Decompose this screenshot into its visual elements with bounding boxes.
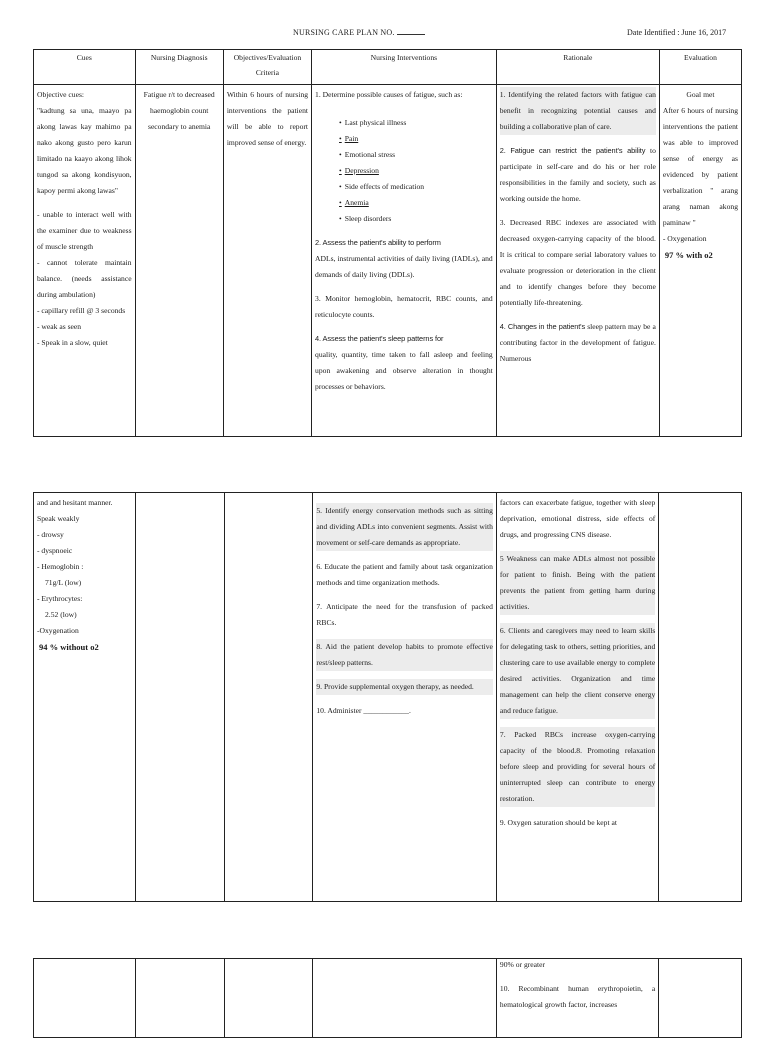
cue-item: - drowsy	[37, 530, 64, 539]
col-header-interventions: Nursing Interventions	[312, 50, 497, 85]
rationale-1: 1. Identifying the related factors with fatigue can benefit in recognizing potential causes and building a collaborative plan of care.	[500, 87, 656, 135]
rationale-4-continued: factors can exacerbate fatigue, together with sleep deprivation, emotional distress, side effects of drugs, and progressing CNS disease.	[499, 498, 656, 539]
col-header-rationale: Rationale	[496, 50, 659, 85]
cue-item: 71g/L (low)	[45, 578, 82, 587]
intervention-7: 7. Anticipate the need for the transfusion of packed RBCs.	[316, 602, 493, 627]
cause-item: • Emotional stress	[339, 147, 493, 163]
cue-item: Speak weakly	[37, 514, 80, 523]
intervention-5: 5. Identify energy conservation methods such as sitting and dividing ADLs into convenient segments. Assist with movement or self-care demands as appropriate.	[316, 503, 493, 551]
rationale-3: 3. Decreased RBC indexes are associated with decreased oxygen-carrying capacity of the blood. It is critical to compare serial laboratory values to evaluate progression or deterioration in the client and to identify changes before they become potentially life-threatening.	[499, 217, 656, 307]
intervention-9: 9. Provide supplemental oxygen therapy, as needed.	[316, 679, 493, 695]
col-header-objectives: Objectives/Evaluation Criteria	[223, 50, 311, 85]
intervention-4-lead: 4. Assess the patient's sleep patterns for	[315, 333, 444, 343]
cues-cell	[34, 493, 136, 902]
cue-item: - Speak in a slow, quiet	[37, 337, 108, 347]
cue-item: - unable to interact well with the examiner due to weakness of muscle strength	[37, 209, 132, 251]
intervention-2-lead: 2. Assess the patient's ability to perform	[315, 237, 441, 247]
cue-item: - Hemoglobin :	[37, 562, 84, 571]
rationale-2-rest: to participate in self-care and do his or her role responsibilities in the family and society, such as working outside the home.	[499, 145, 656, 203]
care-plan-table-page-2	[33, 492, 742, 902]
intervention-2	[315, 235, 493, 283]
intervention-8: 8. Aid the patient develop habits to promote effective rest/sleep patterns.	[316, 639, 493, 671]
rationale-6: 6. Clients and caregivers may need to learn skills for delegating task to others, setting priorities, and clustering care to use available energy to complete desired activities. Organization and time management can help the client conserve energy and reduce fatigue.	[500, 623, 655, 719]
interventions-cell	[313, 493, 497, 902]
oxygenation-value: 94 % without o2	[39, 642, 99, 652]
cues-cell	[34, 959, 136, 1038]
cue-item: - Erythrocytes:	[37, 594, 83, 603]
cause-item: • Depression	[339, 163, 493, 179]
cue-item: - capillary refill @ 3 seconds	[37, 305, 126, 315]
intervention-4-rest: quality, quantity, time taken to fall asleep and feeling upon awakening and observe alteration in thought processes or behaviors.	[315, 349, 493, 391]
causes-list	[315, 115, 493, 227]
cue-item: - dyspnoeic	[37, 546, 73, 555]
cues-quote: "kadtung sa una, maayo pa akong lawas kay mahimo pa nako akong gusto pero karun limitado na kaayo akong lihok tungod sa akong kondisyuon, kapoy permi akong lawas"	[37, 105, 132, 195]
cause-item: • Pain	[339, 131, 493, 147]
intervention-1: 1. Determine possible causes of fatigue, such as:	[315, 89, 463, 99]
oxygenation-value: 97 % with o2	[664, 249, 713, 260]
cues-continued: and and hesitant manner.	[37, 498, 113, 507]
rationale-5: 5 Weakness can make ADLs almost not possible for patient to finish. Being with the patient prevents the patient from getting harm during activities.	[500, 551, 655, 615]
rationale-9: 9. Oxygen saturation should be kept at	[499, 818, 617, 827]
care-plan-table-page-3	[33, 958, 742, 1038]
rationale-cell	[496, 493, 658, 902]
diagnosis-cell	[135, 959, 224, 1038]
cue-item: - weak as seen	[37, 321, 82, 331]
rationale-10: 10. Recombinant human erythropoietin, a hematological growth factor, increases	[499, 984, 656, 1009]
interventions-cell	[313, 959, 497, 1038]
rationale-2	[500, 143, 656, 207]
cue-item: - cannot tolerate maintain balance. (needs assistance during ambulation)	[37, 257, 132, 299]
rationale-4	[500, 319, 656, 367]
interventions-cell	[312, 84, 497, 436]
evaluation-cell	[659, 959, 742, 1038]
intervention-10: 10. Administer ____________.	[316, 706, 411, 715]
cause-item: • Last physical illness	[339, 115, 493, 131]
oxygenation-label: - Oxygenation	[662, 233, 707, 243]
cue-item: -Oxygenation	[37, 626, 79, 635]
rationale-9-continued: 90% or greater	[499, 960, 546, 969]
care-plan-table-page-1	[33, 49, 742, 437]
diagnosis-cell	[135, 84, 223, 436]
evaluation-text: After 6 hours of nursing interventions the patient was able to improved sense of energy as evidenced by patient verbalization " arang arang naman akong paminaw "	[662, 105, 738, 227]
objectives-cell	[223, 84, 311, 436]
cues-cell	[34, 84, 136, 436]
goal-status: Goal met	[686, 89, 715, 99]
cause-item: • Side effects of medication	[339, 179, 493, 195]
cues-heading: Objective cues:	[37, 89, 85, 99]
date-identified: Date Identified : June 16, 2017	[627, 28, 727, 37]
header-row	[34, 50, 742, 85]
col-header-evaluation: Evaluation	[659, 50, 741, 85]
objectives-cell	[224, 959, 313, 1038]
cause-item: • Sleep disorders	[339, 211, 493, 227]
content-row	[34, 959, 742, 1038]
intervention-3: 3. Monitor hemoglobin, hematocrit, RBC counts, and reticulocyte counts.	[315, 293, 493, 319]
rationale-7: 7. Packed RBCs increase oxygen-carrying capacity of the blood.8. Promoting relaxation before sleep and providing for several hours of uninterrupted sleep can contribute to energy restoration.	[500, 727, 655, 807]
evaluation-cell	[659, 493, 742, 902]
col-header-cues: Cues	[34, 50, 136, 85]
rationale-4-rest: sleep pattern may be a contributing factor in the development of fatigue. Numerous	[499, 321, 656, 363]
intervention-4	[315, 331, 493, 395]
rationale-cell	[496, 959, 658, 1038]
nursing-diagnosis: Fatigue r/t to decreased haemoglobin count secondary to anemia	[143, 89, 215, 131]
diagnosis-cell	[135, 493, 224, 902]
intervention-2-rest: ADLs, instrumental activities of daily living (IADLs), and demands of daily living (DDLs).	[315, 253, 493, 279]
objectives-cell	[224, 493, 313, 902]
rationale-4-lead: 4. Changes in the patient's	[499, 321, 586, 331]
rationale-2-lead: 2. Fatigue can restrict the patient's ability	[499, 145, 646, 155]
cue-item: 2.52 (low)	[45, 610, 77, 619]
objectives-text: Within 6 hours of nursing interventions the patient will be able to report improved sense of energy.	[226, 89, 309, 147]
rationale-cell	[496, 84, 659, 436]
content-row	[34, 493, 742, 902]
document-title: NURSING CARE PLAN NO.	[293, 28, 425, 37]
col-header-diagnosis: Nursing Diagnosis	[135, 50, 223, 85]
cause-item: • Anemia	[339, 195, 493, 211]
evaluation-cell	[659, 84, 741, 436]
content-row	[34, 84, 742, 436]
intervention-6: 6. Educate the patient and family about task organization methods and time organization methods.	[316, 562, 493, 587]
